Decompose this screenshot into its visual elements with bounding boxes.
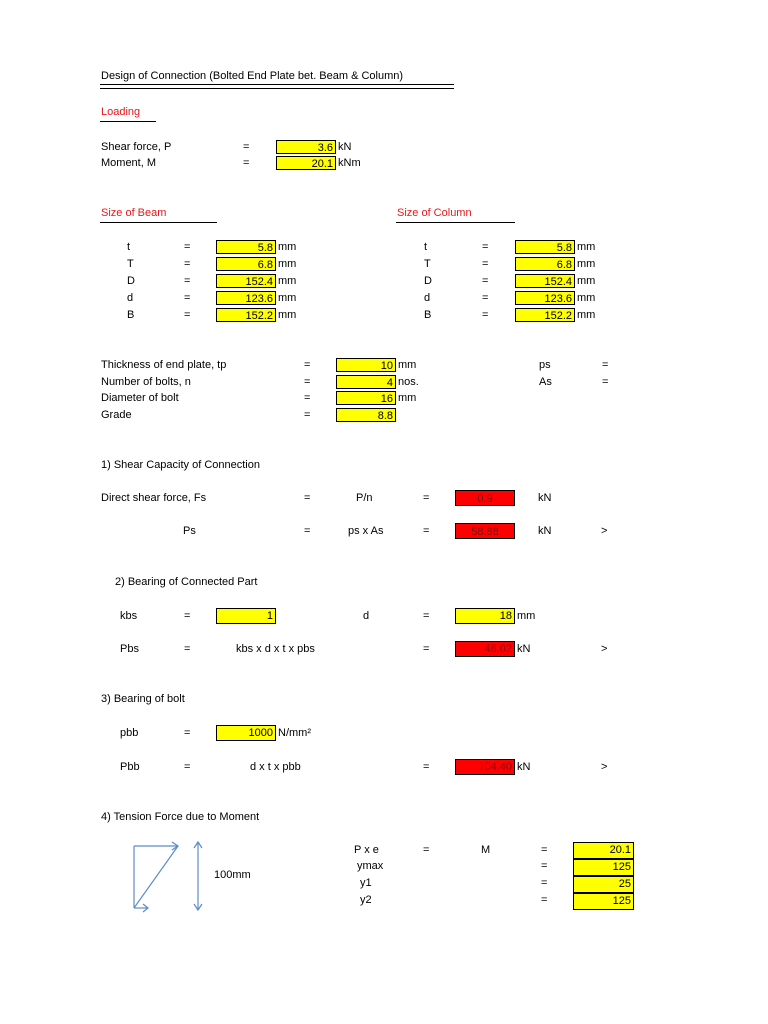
column-label-d: d <box>424 292 431 304</box>
bolt-count-unit: nos. <box>398 376 419 388</box>
pbb-label: pbb <box>120 727 139 739</box>
beam-unit: mm <box>278 309 297 321</box>
shear-force-label: Shear force, P <box>101 141 172 153</box>
equals-sign: = <box>304 492 311 504</box>
ps-capacity-label: Ps <box>183 525 196 537</box>
plate-thickness-label: Thickness of end plate, tp <box>101 359 227 371</box>
column-heading: Size of Column <box>397 207 472 219</box>
comparison-greater-than: > <box>601 525 608 537</box>
diagram-diagonal-line <box>134 846 178 908</box>
equals-sign: = <box>243 141 250 153</box>
column-input-d[interactable]: 123.6 <box>515 291 575 305</box>
equals-sign: = <box>304 376 311 388</box>
as-label: As <box>539 376 552 388</box>
bolt-diameter-input[interactable]: 16 <box>336 391 396 405</box>
pxe-label: P x e <box>354 844 379 856</box>
column-unit: mm <box>577 241 596 253</box>
equals-sign: = <box>423 610 430 622</box>
column-unit: mm <box>577 275 596 287</box>
equals-sign: = <box>184 643 191 655</box>
column-input-B[interactable]: 152.2 <box>515 308 575 322</box>
direct-shear-result: 0.9 <box>455 490 515 506</box>
equals-sign: = <box>184 258 191 270</box>
column-input-D[interactable]: 152.4 <box>515 274 575 288</box>
equals-sign: = <box>482 241 489 253</box>
beam-heading: Size of Beam <box>101 207 167 219</box>
bolt-diameter-label: Diameter of bolt <box>101 392 179 404</box>
pbs-result: 48.02 <box>455 641 515 657</box>
plate-thickness-input[interactable]: 10 <box>336 358 396 372</box>
loading-heading: Loading <box>101 106 141 118</box>
pbs-label: Pbs <box>120 643 139 655</box>
beam-label-B: B <box>127 309 135 321</box>
beam-label-D: D <box>127 275 135 287</box>
column-unit: mm <box>577 292 596 304</box>
pbb-unit: N/mm² <box>278 727 311 739</box>
equals-sign: = <box>184 275 191 287</box>
page-title: Design of Connection (Bolted End Plate bet. Beam & Column) <box>101 70 404 82</box>
equals-sign: = <box>482 258 489 270</box>
equals-sign: = <box>184 241 191 253</box>
equals-sign: = <box>602 376 609 388</box>
beam-input-d[interactable]: 123.6 <box>216 291 276 305</box>
equals-sign: = <box>184 292 191 304</box>
equals-sign: = <box>482 275 489 287</box>
direct-shear-unit: kN <box>538 492 552 504</box>
beam-unit: mm <box>278 241 297 253</box>
y1-input[interactable]: 25 <box>573 876 634 893</box>
equals-sign: = <box>304 409 311 421</box>
column-unit: mm <box>577 309 596 321</box>
column-label-D: D <box>424 275 432 287</box>
ps-capacity-unit: kN <box>538 525 552 537</box>
equals-sign: = <box>184 727 191 739</box>
equals-sign: = <box>423 492 430 504</box>
pxe-input[interactable]: 20.1 <box>573 842 634 859</box>
column-input-t[interactable]: 5.8 <box>515 240 575 254</box>
loading-underline <box>100 121 156 122</box>
beam-input-D[interactable]: 152.4 <box>216 274 276 288</box>
ps-label: ps <box>539 359 551 371</box>
tension-heading: 4) Tension Force due to Moment <box>101 811 260 823</box>
equals-sign: = <box>304 525 311 537</box>
Pbb-unit: kN <box>517 761 531 773</box>
equals-sign: = <box>184 761 191 773</box>
equals-sign: = <box>304 392 311 404</box>
moment-unit: kNm <box>338 157 361 169</box>
beam-label-T: T <box>127 258 134 270</box>
y1-label: y1 <box>360 877 372 889</box>
equals-sign: = <box>423 761 430 773</box>
d-unit: mm <box>517 610 536 622</box>
y2-label: y2 <box>360 894 372 906</box>
pbb-input[interactable]: 1000 <box>216 725 276 741</box>
comparison-greater-than: > <box>601 761 608 773</box>
grade-label: Grade <box>101 409 132 421</box>
beam-unit: mm <box>278 292 297 304</box>
bolt-count-input[interactable]: 4 <box>336 375 396 389</box>
ps-capacity-result: 58.88 <box>455 523 515 539</box>
equals-sign: = <box>184 610 191 622</box>
equals-sign: = <box>243 157 250 169</box>
Pbb-result: 104.40 <box>455 759 515 775</box>
equals-sign: = <box>602 359 609 371</box>
bolt-diameter-unit: mm <box>398 392 417 404</box>
beam-label-d: d <box>127 292 134 304</box>
beam-underline <box>100 222 217 223</box>
column-label-B: B <box>424 309 432 321</box>
moment-input[interactable]: 20.1 <box>276 156 336 170</box>
beam-input-T[interactable]: 6.8 <box>216 257 276 271</box>
shear-force-unit: kN <box>338 141 352 153</box>
column-label-T: T <box>424 258 431 270</box>
Pbb-label: Pbb <box>120 761 140 773</box>
bolt-count-label: Number of bolts, n <box>101 376 191 388</box>
title-double-underline <box>100 84 454 89</box>
column-input-T[interactable]: 6.8 <box>515 257 575 271</box>
plate-thickness-unit: mm <box>398 359 417 371</box>
ymax-input[interactable]: 125 <box>573 859 634 876</box>
grade-input[interactable]: 8.8 <box>336 408 396 422</box>
bearing-part-heading: 2) Bearing of Connected Part <box>115 576 258 588</box>
ps-capacity-formula: ps x As <box>348 525 384 537</box>
equals-sign: = <box>423 844 430 856</box>
shear-force-input[interactable]: 3.6 <box>276 140 336 154</box>
column-underline <box>396 222 515 223</box>
beam-unit: mm <box>278 275 297 287</box>
beam-label-t: t <box>127 241 131 253</box>
bearing-bolt-heading: 3) Bearing of bolt <box>101 693 185 705</box>
equals-sign: = <box>304 359 311 371</box>
equals-sign: = <box>423 525 430 537</box>
equals-sign: = <box>423 643 430 655</box>
equals-sign: = <box>541 894 548 906</box>
kbs-label: kbs <box>120 610 138 622</box>
column-label-t: t <box>424 241 428 253</box>
direct-shear-label: Direct shear force, Fs <box>101 492 207 504</box>
beam-unit: mm <box>278 258 297 270</box>
Pbb-formula: d x t x pbb <box>250 761 301 773</box>
equals-sign: = <box>541 877 548 889</box>
shear-capacity-heading: 1) Shear Capacity of Connection <box>101 459 260 471</box>
pbs-unit: kN <box>517 643 531 655</box>
pxe-formula: M <box>481 844 491 856</box>
comparison-greater-than: > <box>601 643 608 655</box>
d-label: d <box>363 610 370 622</box>
pbs-formula: kbs x d x t x pbs <box>236 643 315 655</box>
moment-diagram <box>128 838 208 914</box>
equals-sign: = <box>541 844 548 856</box>
equals-sign: = <box>184 309 191 321</box>
equals-sign: = <box>482 292 489 304</box>
kbs-input[interactable]: 1 <box>216 608 276 624</box>
equals-sign: = <box>541 860 548 872</box>
d-input[interactable]: 18 <box>455 608 515 624</box>
beam-input-t[interactable]: 5.8 <box>216 240 276 254</box>
ymax-label: ymax <box>357 860 384 872</box>
column-unit: mm <box>577 258 596 270</box>
equals-sign: = <box>482 309 489 321</box>
beam-input-B[interactable]: 152.2 <box>216 308 276 322</box>
direct-shear-formula: P/n <box>356 492 373 504</box>
moment-label: Moment, M <box>101 157 157 169</box>
y2-input[interactable]: 125 <box>573 893 634 910</box>
dimension-label: 100mm <box>214 869 251 881</box>
